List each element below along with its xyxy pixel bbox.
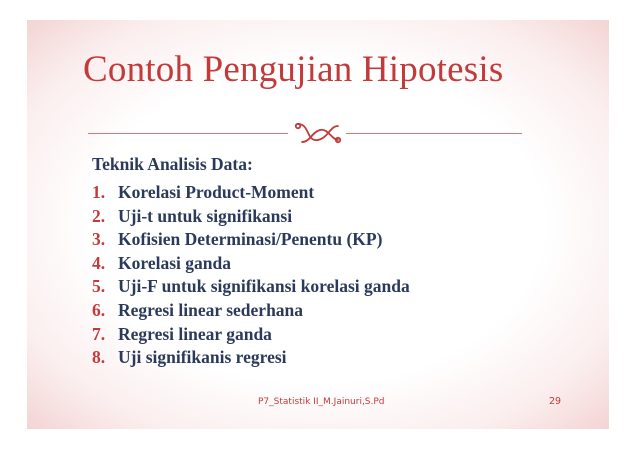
divider-right	[346, 133, 522, 134]
list-item-number: 4.	[92, 252, 106, 273]
page-number: 29	[549, 396, 562, 407]
list-item	[92, 252, 410, 276]
list-item-number: 5.	[92, 276, 106, 297]
list-item-text: Regresi linear sederhana	[118, 299, 304, 320]
list-item-text: Uji signifikanis regresi	[118, 347, 287, 368]
list-item-number: 6.	[92, 299, 106, 320]
list-item-text: Korelasi Product-Moment	[118, 182, 315, 202]
list-item-number: 3.	[92, 229, 106, 250]
list-item-text: Regresi linear ganda	[118, 323, 272, 344]
list-item	[92, 228, 410, 252]
divider-left	[88, 133, 288, 134]
swirl-ornament-icon	[292, 120, 344, 146]
list-item	[92, 205, 410, 229]
list-item-text: Uji-t untuk signifikansi	[118, 205, 293, 226]
list-item	[92, 181, 410, 205]
technique-list	[92, 181, 410, 370]
slide-footer: P7_Statistik II_M.Jainuri,S.Pd	[258, 397, 385, 407]
list-item-number: 1.	[92, 182, 106, 202]
list-item-text: Korelasi ganda	[118, 252, 231, 273]
list-item-number: 8.	[92, 347, 106, 368]
list-item-text: Uji-F untuk signifikansi korelasi ganda	[118, 276, 410, 297]
slide-title: Contoh Pengujian Hipotesis	[83, 49, 504, 90]
list-item-number: 2.	[92, 205, 106, 226]
list-item	[92, 275, 410, 299]
list-item	[92, 346, 410, 370]
list-item-number: 7.	[92, 323, 106, 344]
section-heading: Teknik Analisis Data:	[92, 154, 253, 174]
list-item	[92, 299, 410, 323]
list-item	[92, 323, 410, 347]
list-item-text: Kofisien Determinasi/Penentu (KP)	[118, 229, 383, 250]
